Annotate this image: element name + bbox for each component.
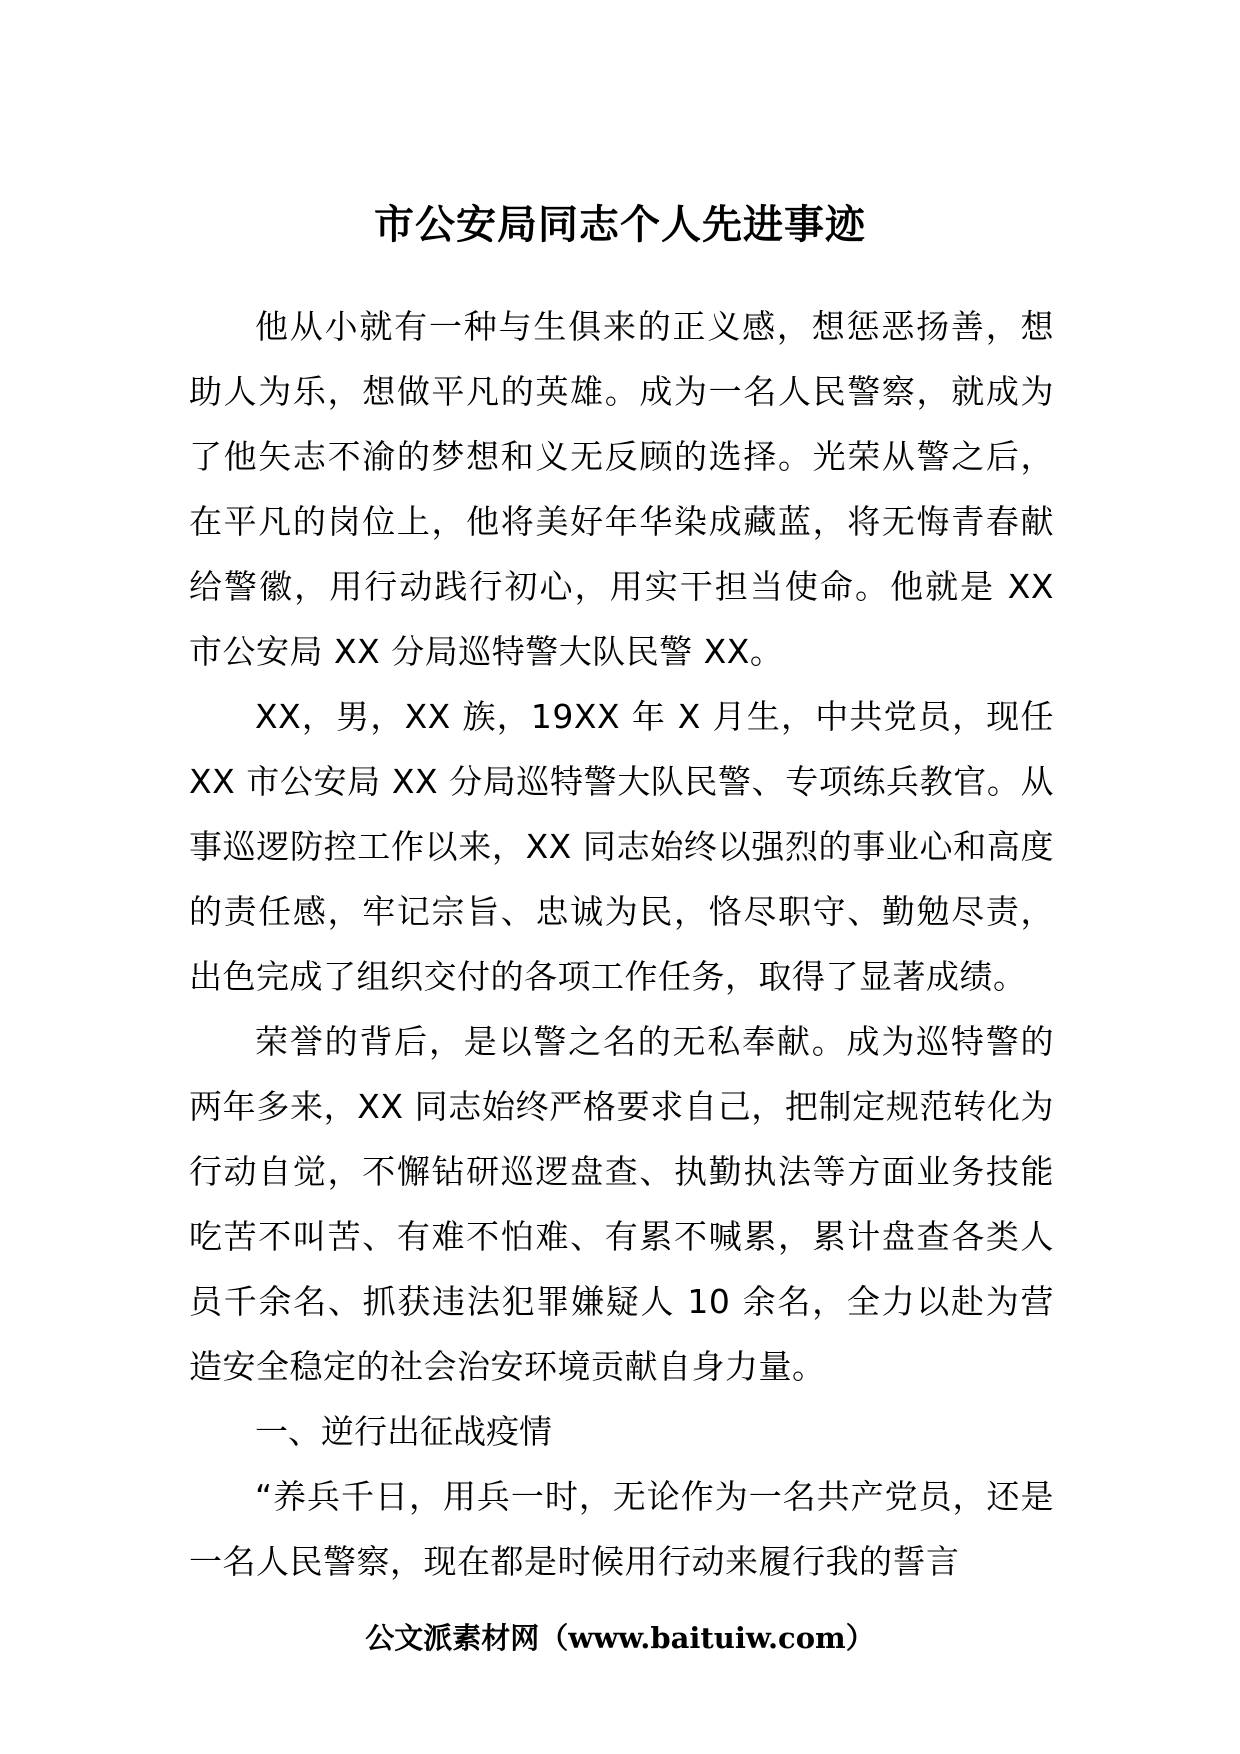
- paragraph-profile: XX，男，XX 族，19XX 年 X 月生，中共党员，现任 XX 市公安局 XX 分局巡特警大队民警、专项练兵教官。从事巡逻防控工作以来，XX 同志始终以强烈的事业心和高度的责任感，牢记宗旨、忠诚为民，恪尽职守、勤勉尽责，出色完成了组织交付的各项工作任务，取得了显著成绩。: [189, 697, 1054, 996]
- paragraph-intro: 他从小就有一种与生俱来的正义感，想惩恶扬善，想助人为乐，想做平凡的英雄。成为一名人民警察，就成为了他矢志不渝的梦想和义无反顾的选择。光荣从警之后，在平凡的岗位上，他将美好年华染成藏蓝，将无悔青春献给警徽，用行动践行初心，用实干担当使命。他就是 XX 市公安局 XX 分局巡特警大队民警 XX。: [189, 307, 1054, 671]
- paragraph-honor: 荣誉的背后，是以警之名的无私奉献。成为巡特警的两年多来，XX 同志始终严格要求自己，把制定规范转化为行动自觉，不懈钻研巡逻盘查、执勤执法等方面业务技能吃苦不叫苦、有难不怕难、有累不喊累，累计盘查各类人员千余名、抓获违法犯罪嫌疑人 10 余名，全力以赴为营造安全稳定的社会治安环境贡献自身力量。: [189, 1022, 1054, 1386]
- footer-source: 公文派素材网（www.baituiw.com）: [365, 1621, 875, 1655]
- document-title: 市公安局同志个人先进事迹: [374, 202, 866, 248]
- section-heading: 一、逆行出征战疫情: [255, 1412, 552, 1451]
- document-body: [189, 294, 1054, 1594]
- paragraph-quote: “养兵千日，用兵一时，无论作为一名共产党员，还是一名人民警察，现在都是时候用行动来履行我的誓言: [189, 1477, 1054, 1581]
